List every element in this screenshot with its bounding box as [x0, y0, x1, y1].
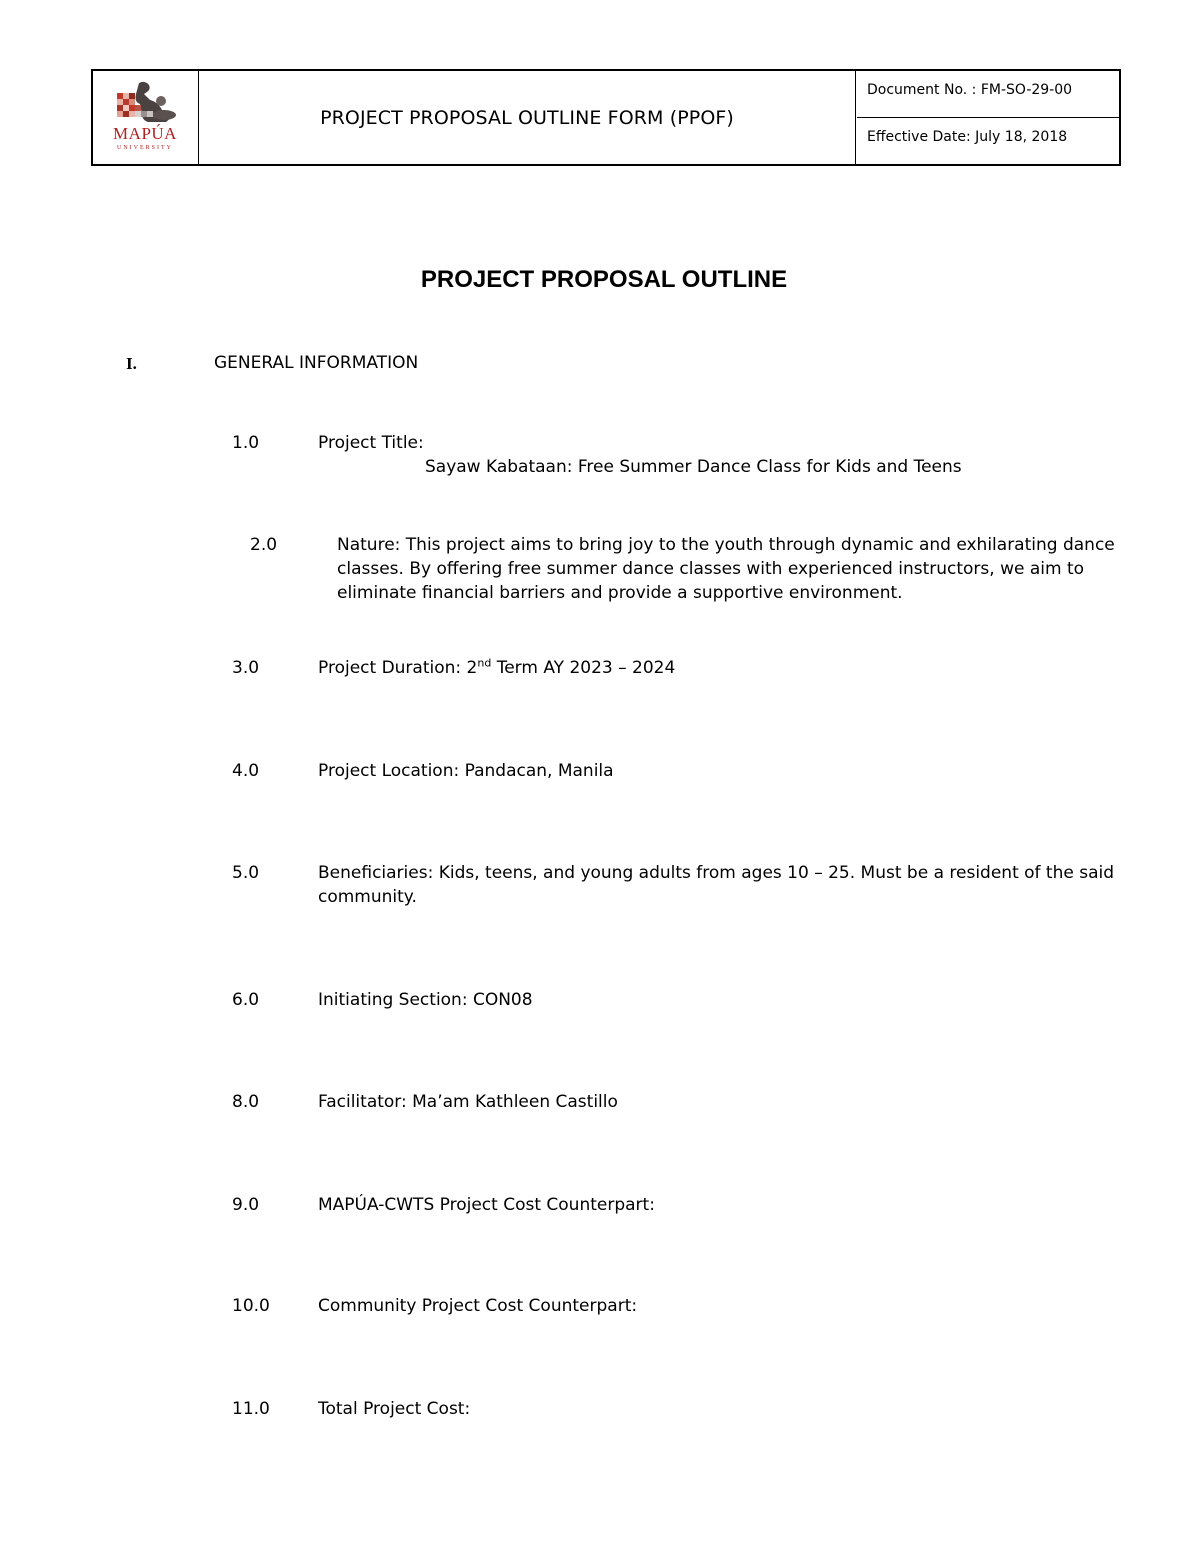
item-number-nature: 2.0	[250, 535, 278, 555]
nature-line-1: Nature: This project aims to bring joy to the youth through dynamic and exhilarating dance	[337, 535, 1115, 555]
item-number-section: 6.0	[232, 990, 260, 1010]
item-number-facilitator: 8.0	[232, 1092, 260, 1112]
facilitator: Facilitator: Ma’am Kathleen Castillo	[318, 1092, 618, 1112]
item-number-beneficiaries: 5.0	[232, 863, 260, 883]
effective-date: Effective Date: July 18, 2018	[867, 129, 1068, 145]
item-number-duration: 3.0	[232, 658, 260, 678]
document-meta	[857, 71, 1119, 164]
logo-cell	[93, 71, 199, 164]
initiating-section: Initiating Section: CON08	[318, 990, 533, 1010]
page-title: PROJECT PROPOSAL OUTLINE	[420, 266, 788, 293]
section-label: GENERAL INFORMATION	[214, 353, 419, 373]
item-number-project-title: 1.0	[232, 433, 260, 453]
total-project-cost: Total Project Cost:	[318, 1399, 471, 1419]
form-header-table	[91, 69, 1121, 166]
item-number-location: 4.0	[232, 761, 260, 781]
project-duration	[318, 656, 675, 680]
logo-subtext: UNIVERSITY	[117, 145, 173, 151]
section-number: I.	[126, 354, 137, 373]
beneficiaries-line-1: Beneficiaries: Kids, teens, and young adults from ages 10 – 25. Must be a resident of the said	[318, 863, 1115, 883]
nature-line-2: classes. By offering free summer dance classes with experienced instructors, we aim to	[337, 559, 1085, 579]
form-title: PROJECT PROPOSAL OUTLINE FORM (PPOF)	[199, 71, 856, 164]
item-number-community-cost: 10.0	[232, 1296, 270, 1316]
duration-suffix: Term AY 2023 – 2024	[491, 658, 676, 678]
item-number-mapua-cost: 9.0	[232, 1195, 260, 1215]
document-number: Document No. : FM-SO-29-00	[867, 82, 1073, 98]
duration-ordinal: nd	[477, 656, 492, 670]
project-title-value: Sayaw Kabataan: Free Summer Dance Class for Kids and Teens	[425, 457, 962, 477]
logo-wordmark: MAPÚA	[113, 124, 177, 143]
meta-divider	[857, 117, 1119, 118]
mapua-logo	[109, 77, 181, 157]
duration-prefix: Project Duration: 2	[318, 658, 478, 678]
nature-line-3: eliminate financial barriers and provide a supportive environment.	[337, 583, 903, 603]
item-number-total-cost: 11.0	[232, 1399, 270, 1419]
community-cost-counterpart: Community Project Cost Counterpart:	[318, 1296, 638, 1316]
project-location: Project Location: Pandacan, Manila	[318, 761, 614, 781]
project-title-label: Project Title:	[318, 433, 424, 453]
beneficiaries-line-2: community.	[318, 887, 417, 907]
mapua-cost-counterpart: MAPÚA-CWTS Project Cost Counterpart:	[318, 1195, 655, 1215]
